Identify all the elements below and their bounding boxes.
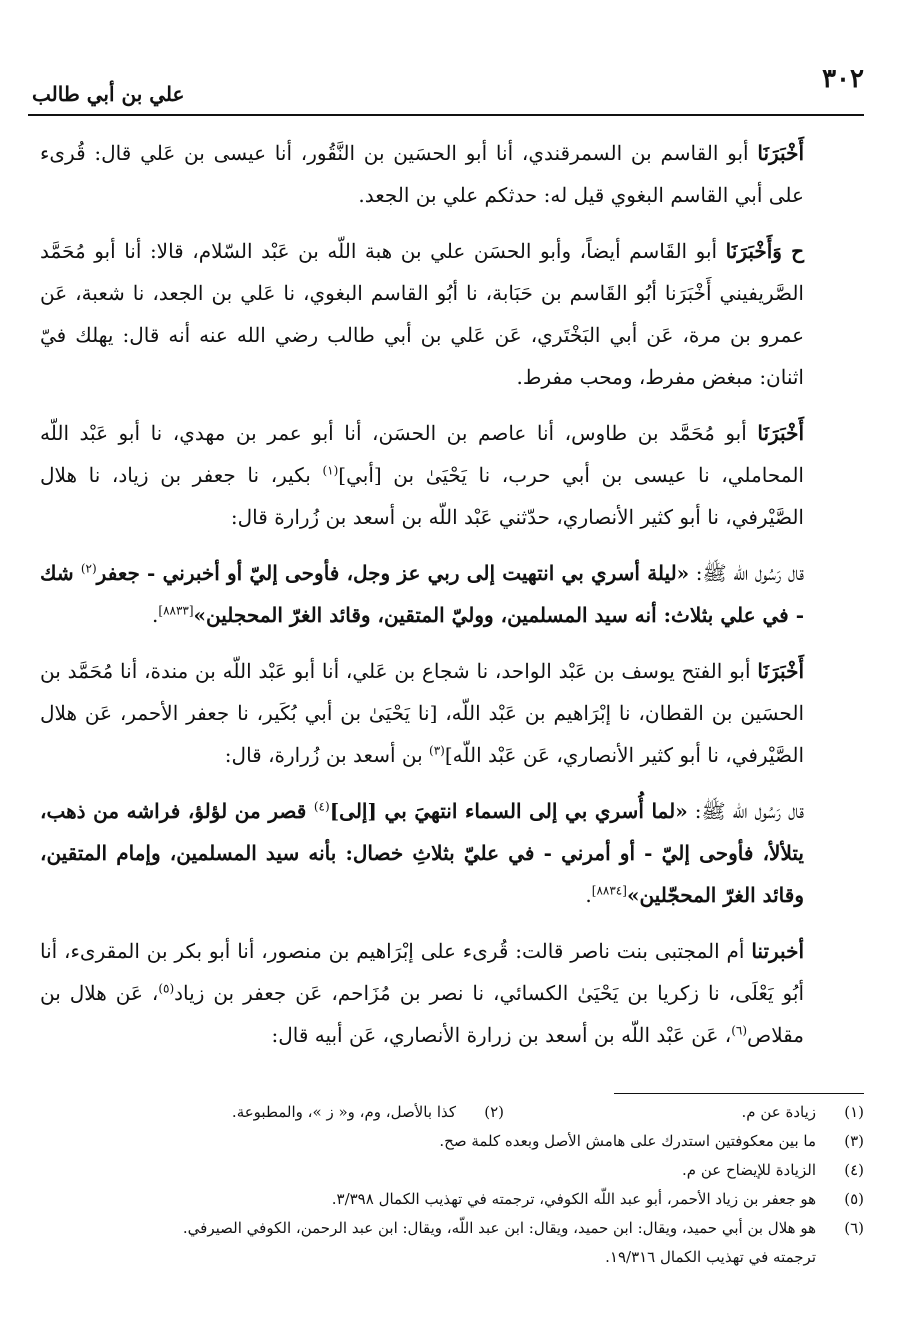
footnote-5-number: (٥) <box>844 1190 864 1208</box>
hadith-number-8834: [٨٨٣٤] <box>591 883 627 898</box>
header-rule <box>28 114 864 116</box>
paragraph-2 <box>40 230 860 398</box>
footnote-ref-2: (٢) <box>80 561 97 576</box>
paragraph-7-text-c: ، عَن عَبْد اللّه بن أسعد بن زرارة الأنصاري، عَن أبيه قال: <box>271 1023 732 1047</box>
hadith-number-8833: [٨٨٣٣] <box>158 603 194 618</box>
footnote-2-number: (٢) <box>484 1103 504 1121</box>
paragraph-5-text-b: بن أسعد بن زُرارة، قال: <box>224 743 430 767</box>
footnote-ref-6: (٦) <box>731 1023 748 1038</box>
paragraph-7-text-a: أم المجتبى بنت ناصر قالت: قُرىء على إبْرَاهيم بن منصور، أنا أبو بكر بن المقرىء، أنا أبُو يَعْلَى، نا زكريا بن يَحْيَىٰ الكسائي، نا نصر بن مُزَاحم، عَن جعفر بن زياد <box>40 939 804 1005</box>
paragraph-2-text: أبو القَاسم أيضاً، وأبو الحسَن علي بن هبة اللّه بن عَبْد السّلام، قالا: أنا أبو مُحَمَّد الصَّريفيني أَخْبَرَنا أبُو القَاسم بن حَبَابة، نا أبُو القاسم البغوي، نا عَلي بن الجعد، نا شعبة، عَن عمرو بن مرة، عَن أبي البَخْتَري، عَن عَلي بن أبي طالب رضي الله عنه أنه قال: يهلك فيّ اثنان: مبغض مفرط، ومحب مفرط. <box>40 239 804 389</box>
footnote-1-number: (١) <box>844 1103 864 1121</box>
footnote-2 <box>144 1100 504 1125</box>
hadith-quote-2-intro: قال رَسُول الله ﷺ: <box>687 799 804 823</box>
main-text <box>40 132 860 1070</box>
hadith-quote-1-intro: قال رَسُول الله ﷺ: <box>689 561 804 585</box>
footnote-4-text: الزيادة للإيضاح عن م. <box>682 1161 816 1179</box>
footnotes <box>40 1100 864 1270</box>
footnote-5 <box>40 1187 864 1212</box>
paragraph-5 <box>40 650 860 776</box>
page-number: ٣٠٢ <box>822 64 864 94</box>
footnote-4-number: (٤) <box>844 1161 864 1179</box>
paragraph-2-lead: ح وَأَخْبَرَنَا <box>725 239 804 263</box>
paragraph-7-text-b: ، عَن هلال بن مقلاص <box>40 981 804 1047</box>
paragraph-3-text-a: أبو مُحَمَّد بن طاوس، أنا عاصم بن الحسَن، أنا أبو عمر بن مهدي، نا أبو عَبْد اللّه المحاملي، نا عيسى بن أبي حرب، نا يَحْيَىٰ بن [أبي] <box>40 421 804 487</box>
footnote-row-1-2 <box>40 1100 864 1125</box>
paragraph-2-body <box>40 230 860 398</box>
hadith-quote-2-text-b: قصر من لؤلؤ، فراشه من ذهب، يتلألأ، فأوحى إليّ - أو أمرني - في عليّ بثلاثِ خصال: بأنه سيد المسلمين، وإمام المتقين، وقائد الغرّ المحجّلين» <box>40 799 804 907</box>
hadith-quote-1 <box>40 552 860 636</box>
footnote-6-number: (٦) <box>844 1219 864 1237</box>
paragraph-7-body <box>40 930 860 1056</box>
paragraph-1-text: أبو القاسم بن السمرقندي، أنا أبو الحسَين بن النَّقُور، أنا عيسى بن عَلي قال: قُرىء على أبي القاسم البغوي قيل له: حدثكم علي بن الجعد. <box>40 141 804 207</box>
footnote-ref-4: (٤) <box>313 799 330 814</box>
footnote-3-text: ما بين معكوفتين استدرك على هامش الأصل وبعده كلمة صح. <box>439 1132 816 1150</box>
footnote-1-text: زيادة عن م. <box>741 1103 816 1121</box>
footnote-2-text: كذا بالأصل، وم، و« ز »، والمطبوعة. <box>231 1103 456 1121</box>
hadith-quote-2-body <box>40 790 860 916</box>
paragraph-1-lead: أَخْبَرَنَا <box>757 141 804 165</box>
paragraph-1-body <box>40 132 860 216</box>
footnote-1 <box>504 1100 864 1125</box>
hadith-quote-1-text-a: «ليلة أسري بي انتهيت إلى ربي عز وجل، فأوحى إليّ أو أخبرني - جعفر <box>96 561 690 585</box>
running-title: علي بن أبي طالب <box>32 82 185 106</box>
paragraph-5-body <box>40 650 860 776</box>
paragraph-5-lead: أَخْبَرَنَا <box>757 659 804 683</box>
hadith-quote-1-body <box>40 552 860 636</box>
footnote-6 <box>40 1216 864 1241</box>
hadith-quote-1-text-b: شك - في علي بثلاث: أنه سيد المسلمين، ووليّ المتقين، وقائد الغرّ المحجلين» <box>40 561 804 627</box>
footnote-5-text: هو جعفر بن زياد الأحمر، أبو عبد اللّه الكوفي، ترجمته في تهذيب الكمال ٣/٣٩٨. <box>331 1190 816 1208</box>
paragraph-3 <box>40 412 860 538</box>
footnote-3 <box>40 1129 864 1154</box>
footnote-6-continuation: ترجمته في تهذيب الكمال ١٩/٣١٦. <box>605 1248 816 1266</box>
paragraph-3-body <box>40 412 860 538</box>
hadith-quote-2 <box>40 790 860 916</box>
paragraph-5-text-a: أبو الفتح يوسف بن عَبْد الواحد، نا شجاع بن عَلي، أنا أبو عَبْد اللّه بن مندة، أنا مُحَمَّد بن الحسَين بن القطان، نا إبْرَاهيم بن عَبْد اللّه، [نا يَحْيَىٰ بن أبي بُكَير، نا جعفر الأحمر، عَن هلال الصَّيْرفي، نا أبو كثير الأنصاري، عَن عَبْد اللّه] <box>40 659 804 767</box>
footnote-3-number: (٣) <box>844 1132 864 1150</box>
hadith-quote-1-end: . <box>152 603 159 627</box>
footnote-ref-1: (١) <box>322 463 339 478</box>
paragraph-7 <box>40 930 860 1056</box>
paragraph-1 <box>40 132 860 216</box>
paragraph-3-lead: أَخْبَرَنَا <box>757 421 804 445</box>
footnote-ref-5: (٥) <box>158 981 175 996</box>
hadith-quote-2-end: . <box>585 883 592 907</box>
paragraph-7-lead: أخبرتنا <box>751 939 804 963</box>
hadith-quote-2-text-a: «لما أُسري بي إلى السماء انتهيَ بي [إلى] <box>329 799 688 823</box>
footnote-ref-3: (٣) <box>429 743 445 758</box>
paragraph-3-text-b: بكير، نا جعفر بن زياد، نا هلال الصَّيْرفي، نا أبو كثير الأنصاري، حدّثني عَبْد اللّه بن أسعد بن زُرارة قال: <box>40 463 804 529</box>
footnote-separator <box>614 1093 864 1094</box>
footnote-4 <box>40 1158 864 1183</box>
footnote-6-text: هو هلال بن أبي حميد، ويقال: ابن حميد، ويقال: ابن عبد اللّه، ويقال: ابن عبد الرحمن، الكوفي الصيرفي. <box>182 1219 816 1237</box>
